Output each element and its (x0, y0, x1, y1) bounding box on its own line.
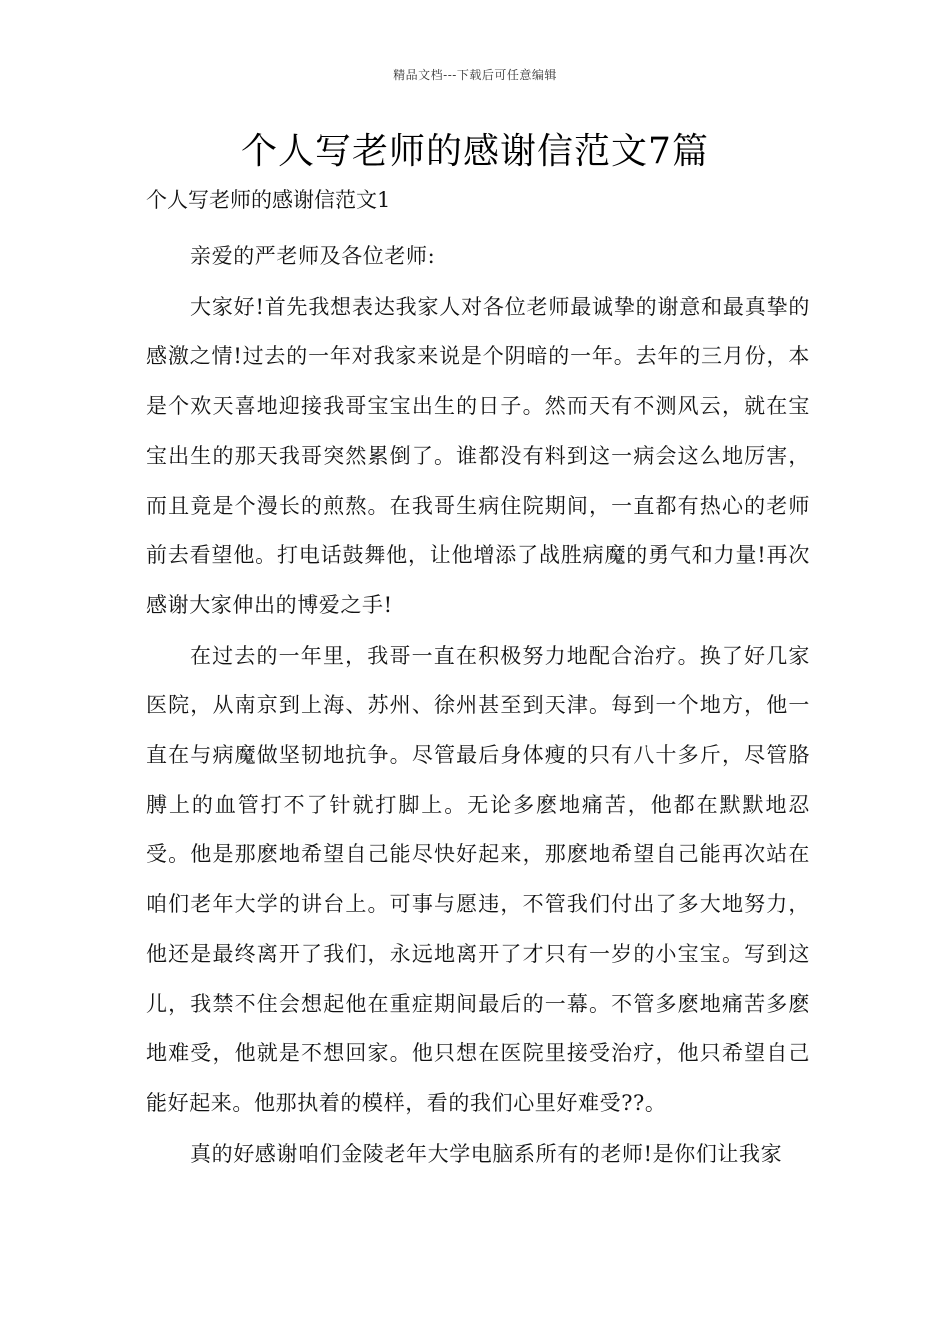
header-note: 精品文档---下载后可任意编辑 (393, 68, 557, 82)
letter-body (146, 232, 810, 1180)
document-title: 个人写老师的感谢信范文7篇 (241, 131, 709, 172)
section-heading: 个人写老师的感谢信范文1 (146, 188, 391, 212)
paragraph-2: 在过去的一年里，我哥一直在积极努力地配合治疗。换了好几家医院，从南京到上海、苏州、徐州甚至到天津。每到一个地方，他一直在与病魔做坚韧地抗争。尽管最后身体瘦的只有八十多斤，尽管胳膊上的血管打不了针就打脚上。无论多麽地痛苦，他都在默默地忍受。他是那麽地希望自己能尽快好起来，那麽地希望自己能再次站在咱们老年大学的讲台上。可事与愿违，不管我们付出了多大地努力，他还是最终离开了我们，永远地离开了才只有一岁的小宝宝。写到这儿，我禁不住会想起他在重症期间最后的一幕。不管多麽地痛苦多麽地难受，他就是不想回家。他只想在医院里接受治疗，他只希望自己能好起来。他那执着的模样，看的我们心里好难受??。 (146, 643, 810, 1115)
paragraph-1: 大家好!首先我想表达我家人对各位老师最诚挚的谢意和最真挚的感激之情!过去的一年对我家来说是个阴暗的一年。去年的三月份，本是个欢天喜地迎接我哥宝宝出生的日子。然而天有不测风云，就在宝宝出生的那天我哥突然累倒了。谁都没有料到这一病会这么地厉害，而且竟是个漫长的煎熬。在我哥生病住院期间，一直都有热心的老师前去看望他。打电话鼓舞他，让他增添了战胜病魔的勇气和力量!再次感谢大家伸出的博爱之手! (146, 294, 810, 617)
salutation: 亲爱的严老师及各位老师: (190, 244, 436, 268)
paragraph-3: 真的好感谢咱们金陵老年大学电脑系所有的老师!是你们让我家 (190, 1141, 783, 1166)
